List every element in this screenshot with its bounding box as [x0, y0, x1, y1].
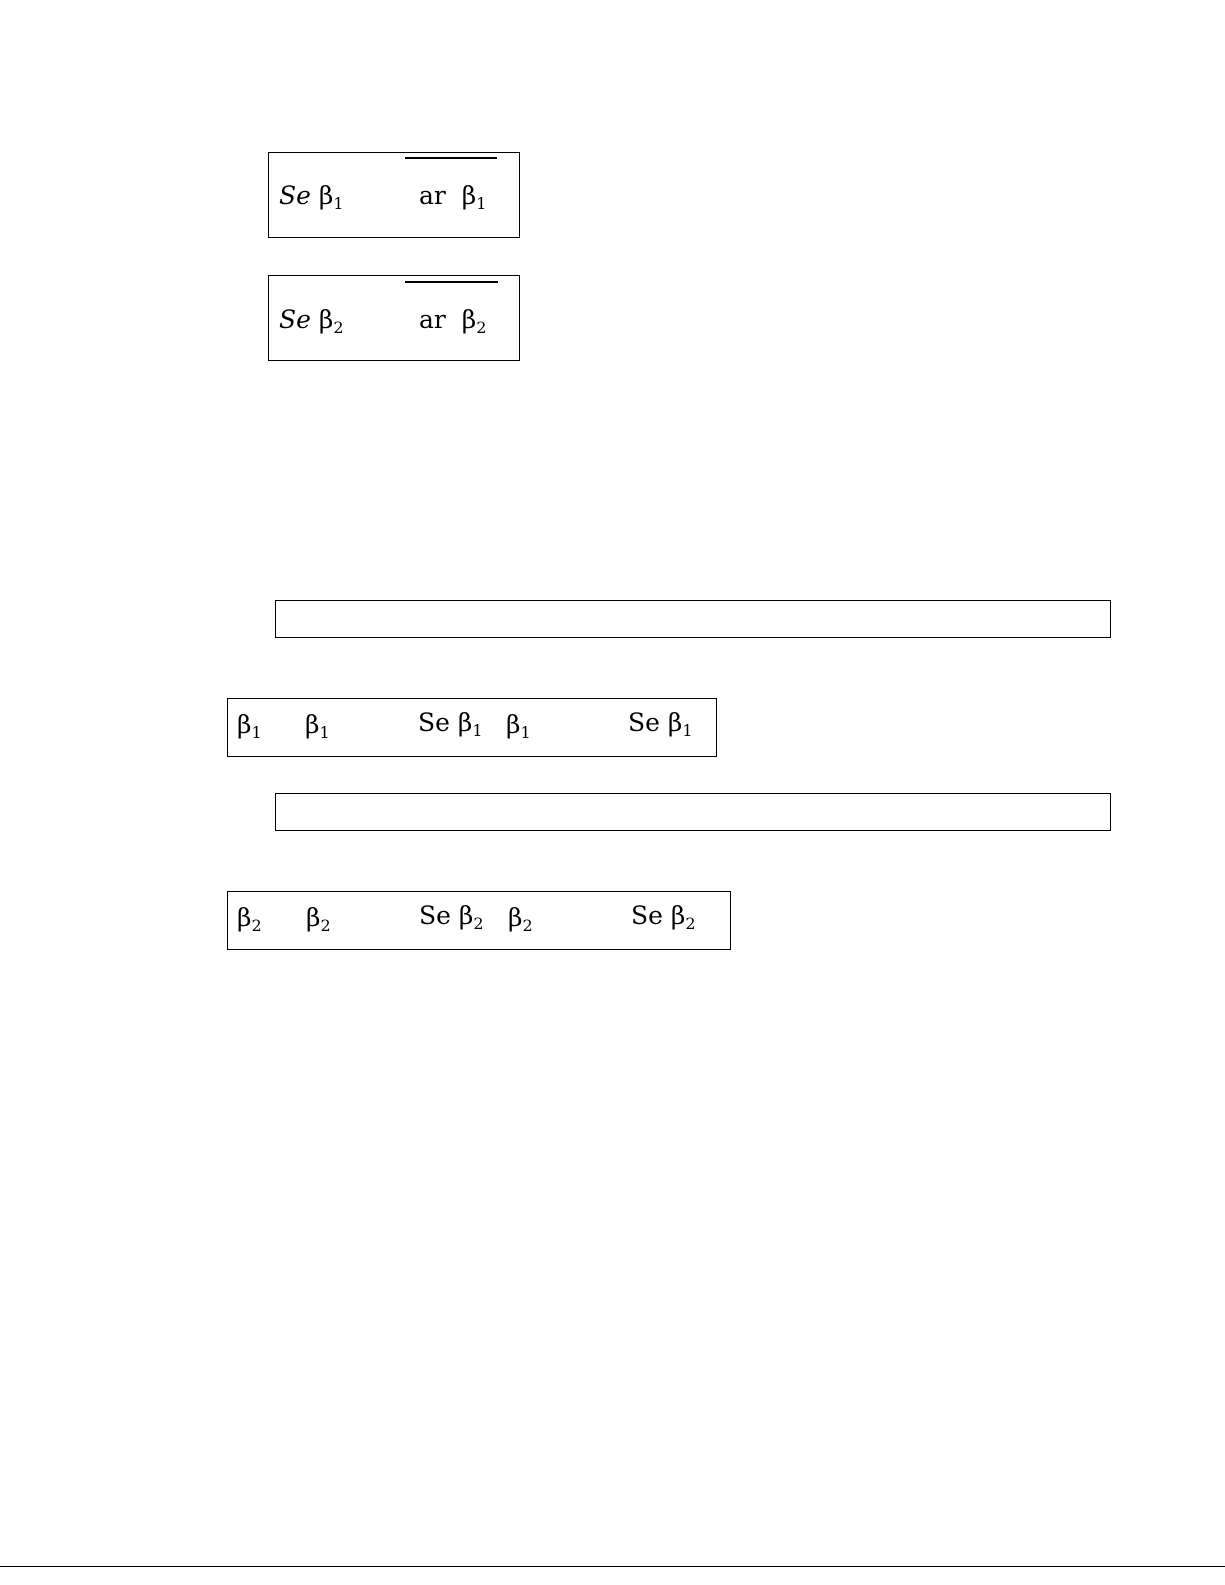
row2-term-c: Se $\beta_2$: [419, 901, 484, 933]
overbar-line: [405, 157, 497, 159]
se-beta2-text: Se $\beta_2$: [279, 305, 344, 337]
row1-term-d: $\beta_1$: [506, 710, 531, 742]
empty-formula-box: [275, 600, 1111, 638]
var-beta1-text: ar $\beta_1$: [419, 181, 487, 213]
se-beta1-text: Se $\beta_1$: [279, 181, 344, 213]
row1-term-b: $\beta_1$: [305, 710, 330, 742]
row1-term-c: Se $\beta_1$: [418, 708, 483, 740]
var-beta2-text: ar $\beta_2$: [419, 305, 487, 337]
row2-term-b: $\beta_2$: [306, 903, 331, 935]
row1-term-e: Se $\beta_1$: [628, 708, 693, 740]
row2-term-d: $\beta_2$: [508, 903, 533, 935]
empty-formula-box: [275, 793, 1111, 831]
row1-term-a: $\beta_1$: [237, 710, 262, 742]
row2-term-a: $\beta_2$: [237, 903, 262, 935]
row2-term-e: Se $\beta_2$: [631, 901, 696, 933]
page-bottom-rule: [0, 1566, 1225, 1567]
overbar-line: [405, 281, 498, 283]
